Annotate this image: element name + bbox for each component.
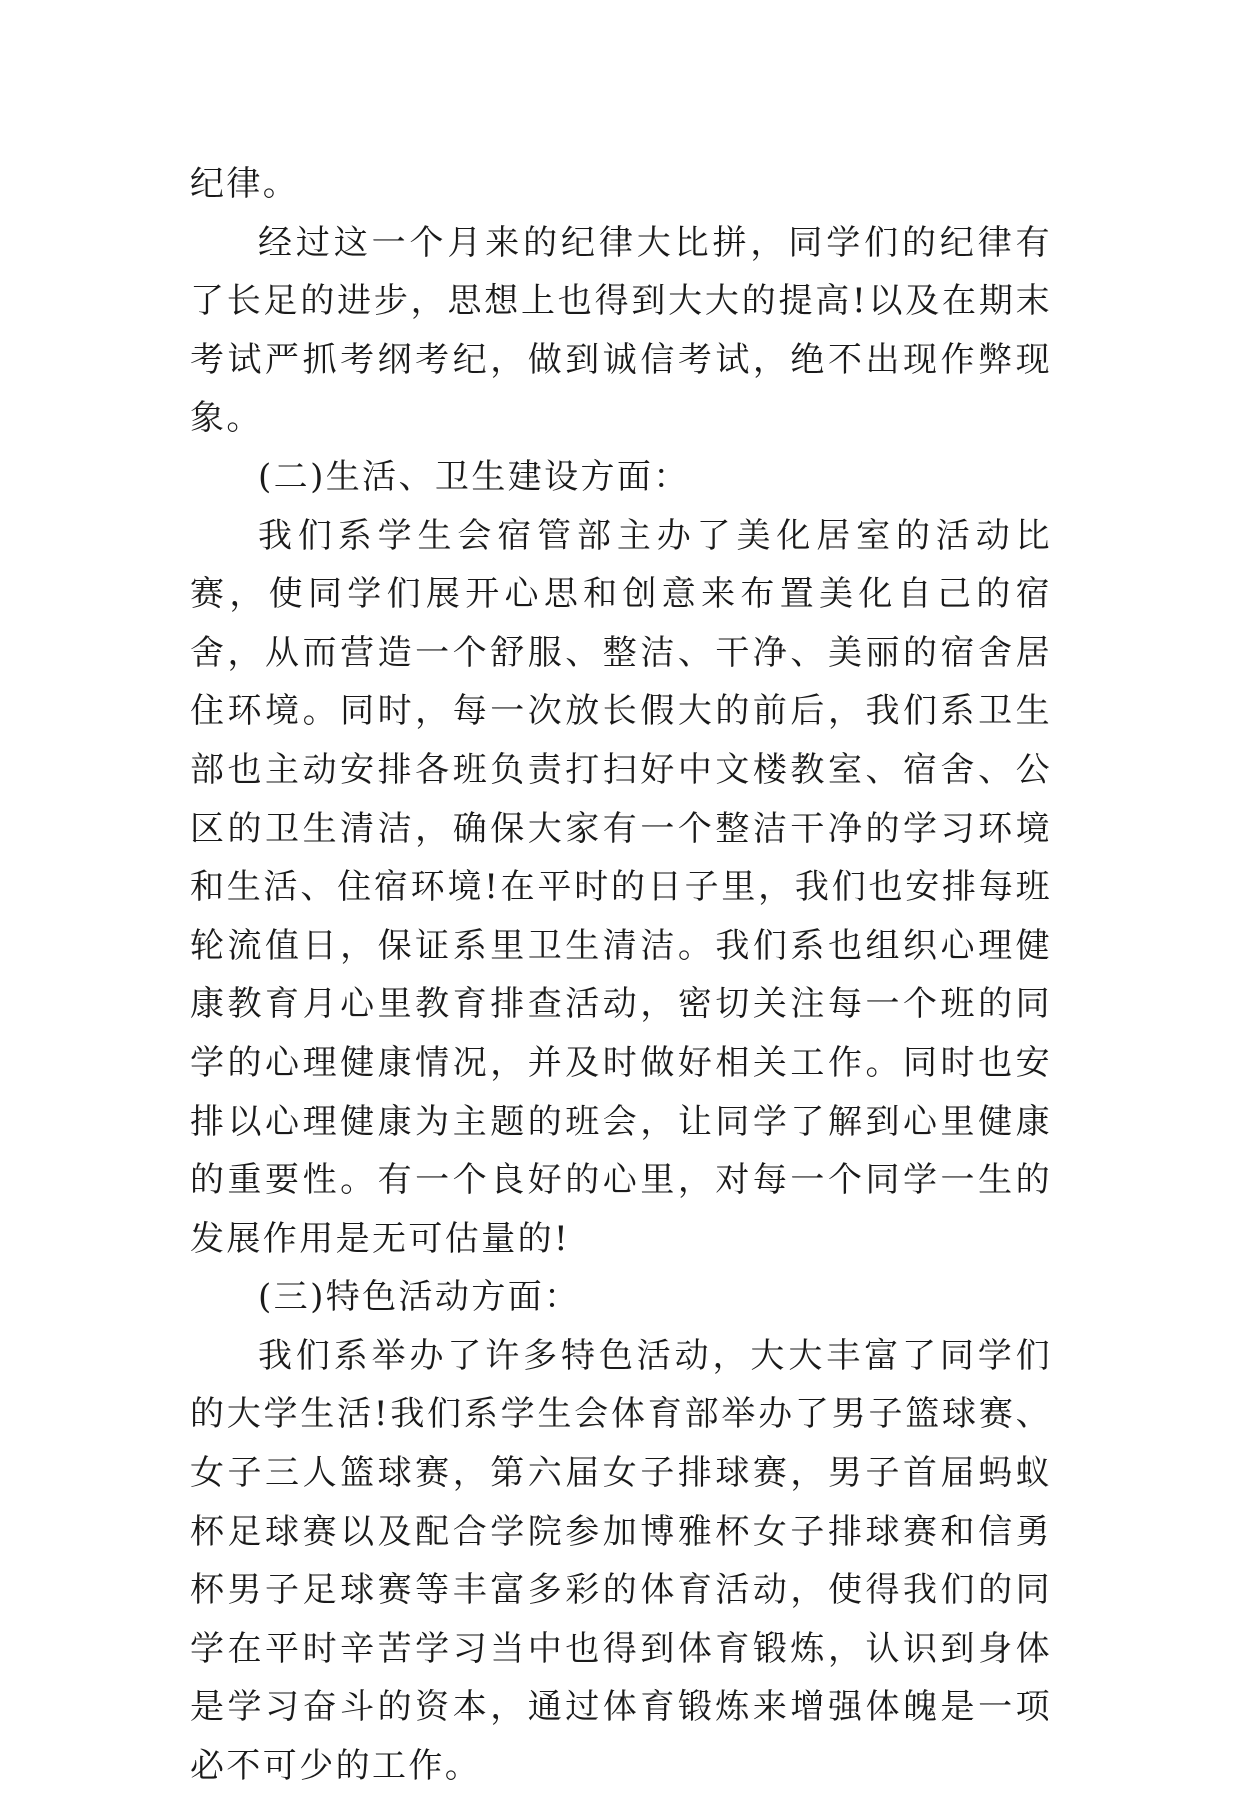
document-body (190, 155, 1052, 1796)
paragraph-discipline-progress: 经过这一个月来的纪律大比拼，同学们的纪律有了长足的进步，思想上也得到大大的提高!以及在期末考试严抓考纲考纪，做到诚信考试，绝不出现作弊现象。 (190, 222, 1052, 439)
section-heading-life-hygiene: (二)生活、卫生建设方面： (258, 456, 690, 497)
paragraph-special-activities: 我们系举办了许多特色活动，大大丰富了同学们的大学生活!我们系学生会体育部举办了男子篮球赛、女子三人篮球赛，第六届女子排球赛，男子首届蚂蚁杯足球赛以及配合学院参加博雅杯女子排球赛和信勇杯男子足球赛等丰富多彩的体育活动，使得我们的同学在平时辛苦学习当中也得到体育锻炼，认识到身体是学习奋斗的资本，通过体育锻炼来增强体魄是一项必不可少的工作。 (190, 1335, 1052, 1787)
section-heading-special-activities: (三)特色活动方面： (258, 1277, 581, 1318)
paragraph-life-hygiene: 我们系学生会宿管部主办了美化居室的活动比赛，使同学们展开心思和创意来布置美化自己的宿舍，从而营造一个舒服、整洁、干净、美丽的宿舍居住环境。同时，每一次放长假大的前后，我们系卫生部也主动安排各班负责打扫好中文楼教室、宿舍、公区的卫生清洁，确保大家有一个整洁干净的学习环境和生活、住宿环境!在平时的日子里，我们也安排每班轮流值日，保证系里卫生清洁。我们系也组织心理健康教育月心里教育排查活动，密切关注每一个班的同学的心理健康情况，并及时做好相关工作。同时也安排以心理健康为主题的班会，让同学了解到心里健康的重要性。有一个良好的心里，对每一个同学一生的发展作用是无可估量的! (190, 515, 1052, 1259)
paragraph-continuation: 纪律。 (190, 164, 300, 204)
